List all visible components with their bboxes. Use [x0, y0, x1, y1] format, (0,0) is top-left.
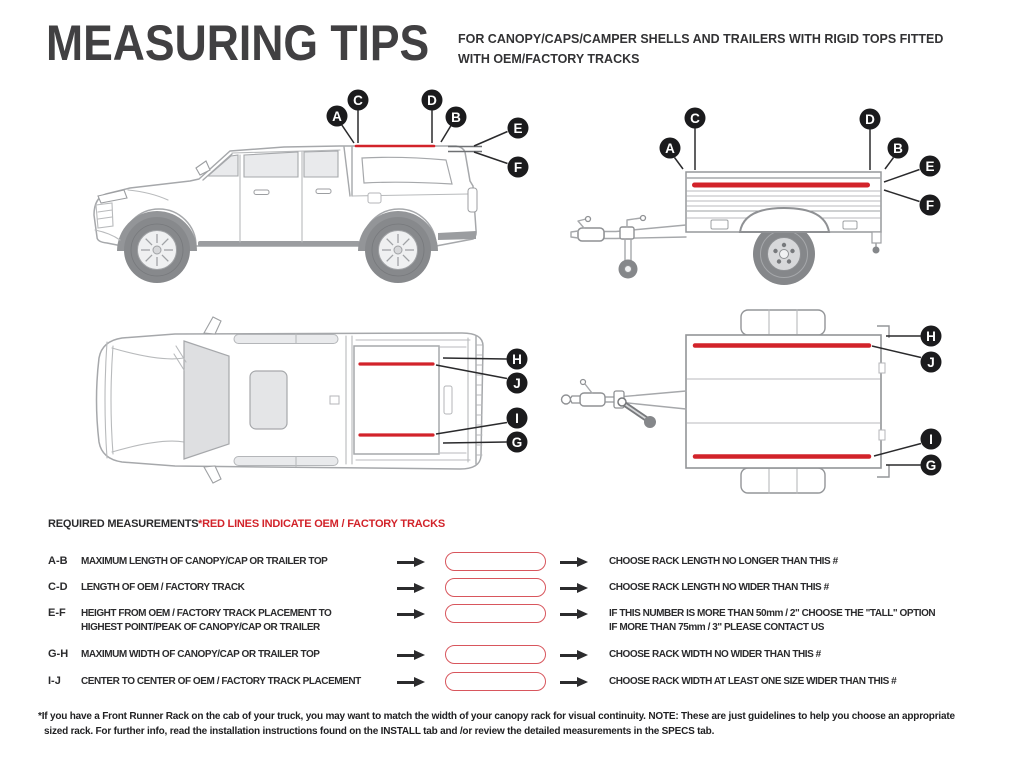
trailer-side-view — [571, 108, 941, 286]
measure-guidance: CHOOSE RACK LENGTH NO WIDER THAN THIS # — [609, 582, 829, 593]
label-letter: E — [925, 158, 935, 174]
cab-window-rear — [304, 151, 338, 177]
measure-description: HEIGHT FROM OEM / FACTORY TRACK PLACEMENT TO HIGHEST POINT/PEAK OF CANOPY/CAP OR TRAILER — [81, 608, 332, 633]
measure-guidance: CHOOSE RACK LENGTH NO LONGER THAN THIS # — [609, 556, 838, 567]
canopy-top — [354, 346, 439, 454]
measure-guidance: IF THIS NUMBER IS MORE THAN 50mm / 2" CHOOSE THE "TALL" OPTION IF MORE THAN 75mm / 3" PLEASE CONTACT US — [609, 608, 936, 633]
side-window-strip — [234, 457, 338, 466]
measure-code: E-F — [48, 607, 66, 619]
measurements-header — [0, 518, 1024, 534]
oem-track-line — [692, 183, 870, 188]
arrow-icon — [397, 650, 425, 660]
hinge — [879, 363, 885, 373]
trailer-top-callouts — [872, 326, 942, 476]
side-mirror — [204, 317, 221, 334]
bed-handle — [444, 386, 452, 414]
taillight — [468, 188, 477, 212]
label-letter: A — [665, 140, 675, 156]
rear-prop-stand — [872, 232, 881, 254]
rocker-panel — [198, 241, 360, 247]
arrow-icon — [397, 557, 425, 567]
door-handle — [316, 189, 331, 194]
latch — [711, 220, 728, 229]
label-letter: C — [353, 92, 363, 108]
measure-code: G-H — [48, 648, 69, 660]
arrow-icon — [560, 557, 588, 567]
jockey-wheel — [619, 216, 646, 279]
door-handle — [254, 190, 269, 195]
label-letter: I — [929, 431, 933, 447]
arrow-icon — [560, 650, 588, 660]
jockey-wheel-top — [618, 398, 656, 428]
required-measurements-heading: REQUIRED MEASUREMENTS — [48, 518, 199, 530]
sunroof — [250, 371, 287, 429]
cab-rear-slider — [330, 396, 339, 404]
footnote — [38, 710, 1013, 739]
label-letter: E — [513, 120, 523, 136]
fender-bottom — [741, 468, 825, 493]
label-letter: D — [427, 92, 437, 108]
arrow-icon — [397, 609, 425, 619]
arrow-icon — [560, 609, 588, 619]
measurement-value-box[interactable] — [445, 645, 546, 664]
label-letter: G — [511, 434, 523, 450]
red-lines-legend: *RED LINES INDICATE OEM / FACTORY TRACKS — [198, 518, 446, 530]
label-letter: C — [690, 110, 700, 126]
measure-code: C-D — [48, 581, 68, 593]
hinge — [879, 430, 885, 440]
trailer-box-top — [686, 335, 881, 468]
side-mirror — [204, 466, 221, 483]
label-letter: A — [332, 108, 342, 124]
measurement-value-box[interactable] — [445, 672, 546, 691]
canopy-window — [362, 157, 452, 184]
measurement-row-ij — [0, 670, 1024, 706]
measure-code: A-B — [48, 555, 68, 567]
label-letter: J — [927, 354, 935, 370]
cab-window-mid — [244, 152, 298, 177]
measurement-row-ef — [0, 602, 1024, 638]
measure-guidance: CHOOSE RACK WIDTH NO WIDER THAN THIS # — [609, 649, 821, 660]
measure-description: LENGTH OF OEM / FACTORY TRACK — [81, 582, 245, 593]
label-letter: G — [925, 457, 937, 473]
label-letter: J — [513, 375, 521, 391]
truck-top-view — [97, 317, 528, 483]
measure-description: MAXIMUM LENGTH OF CANOPY/CAP OR TRAILER TOP — [81, 556, 328, 567]
subtitle-line-1: FOR CANOPY/CAPS/CAMPER SHELLS AND TRAILERS WITH RIGID TOPS FITTED — [458, 31, 944, 46]
measure-description: MAXIMUM WIDTH OF CANOPY/CAP OR TRAILER TOP — [81, 649, 320, 660]
label-letter: B — [451, 109, 461, 125]
truck-side-view — [94, 90, 529, 284]
measurement-value-box[interactable] — [445, 604, 546, 623]
label-letter: F — [513, 159, 523, 175]
measure-description: CENTER TO CENTER OF OEM / FACTORY TRACK PLACEMENT — [81, 676, 361, 687]
fuel-door — [368, 193, 381, 203]
side-window-strip — [234, 335, 338, 344]
latch — [843, 221, 857, 229]
label-letter: H — [512, 351, 522, 367]
arrow-icon — [560, 583, 588, 593]
label-letter: I — [515, 410, 519, 426]
measurement-value-box[interactable] — [445, 578, 546, 597]
arrow-icon — [560, 677, 588, 687]
trailer-top-view — [562, 310, 942, 493]
arrow-icon — [397, 583, 425, 593]
arrow-icon — [397, 677, 425, 687]
fender-top — [741, 310, 825, 335]
windshield-top — [184, 341, 229, 459]
label-letter: B — [893, 140, 903, 156]
measurement-value-box[interactable] — [445, 552, 546, 571]
label-letter: H — [926, 328, 936, 344]
footnote-line-1: *If you have a Front Runner Rack on the cab of your truck, you may want to match the width of your canopy rack for visual continuity. NOTE: These are just guidelines to help you choose an appropriate — [38, 711, 955, 722]
subtitle-line-2: WITH OEM/FACTORY TRACKS — [458, 51, 640, 66]
label-letter: F — [925, 197, 935, 213]
label-letter: D — [865, 111, 875, 127]
footnote-line-2: sized rack. For further info, read the installation instructions found on the INSTALL tab and /or review the detailed measurements in the SPECS tab. — [44, 725, 715, 737]
measure-guidance: CHOOSE RACK WIDTH AT LEAST ONE SIZE WIDER THAN THIS # — [609, 676, 897, 687]
measure-code: I-J — [48, 675, 61, 687]
page-title: MEASURING TIPS — [46, 15, 430, 71]
